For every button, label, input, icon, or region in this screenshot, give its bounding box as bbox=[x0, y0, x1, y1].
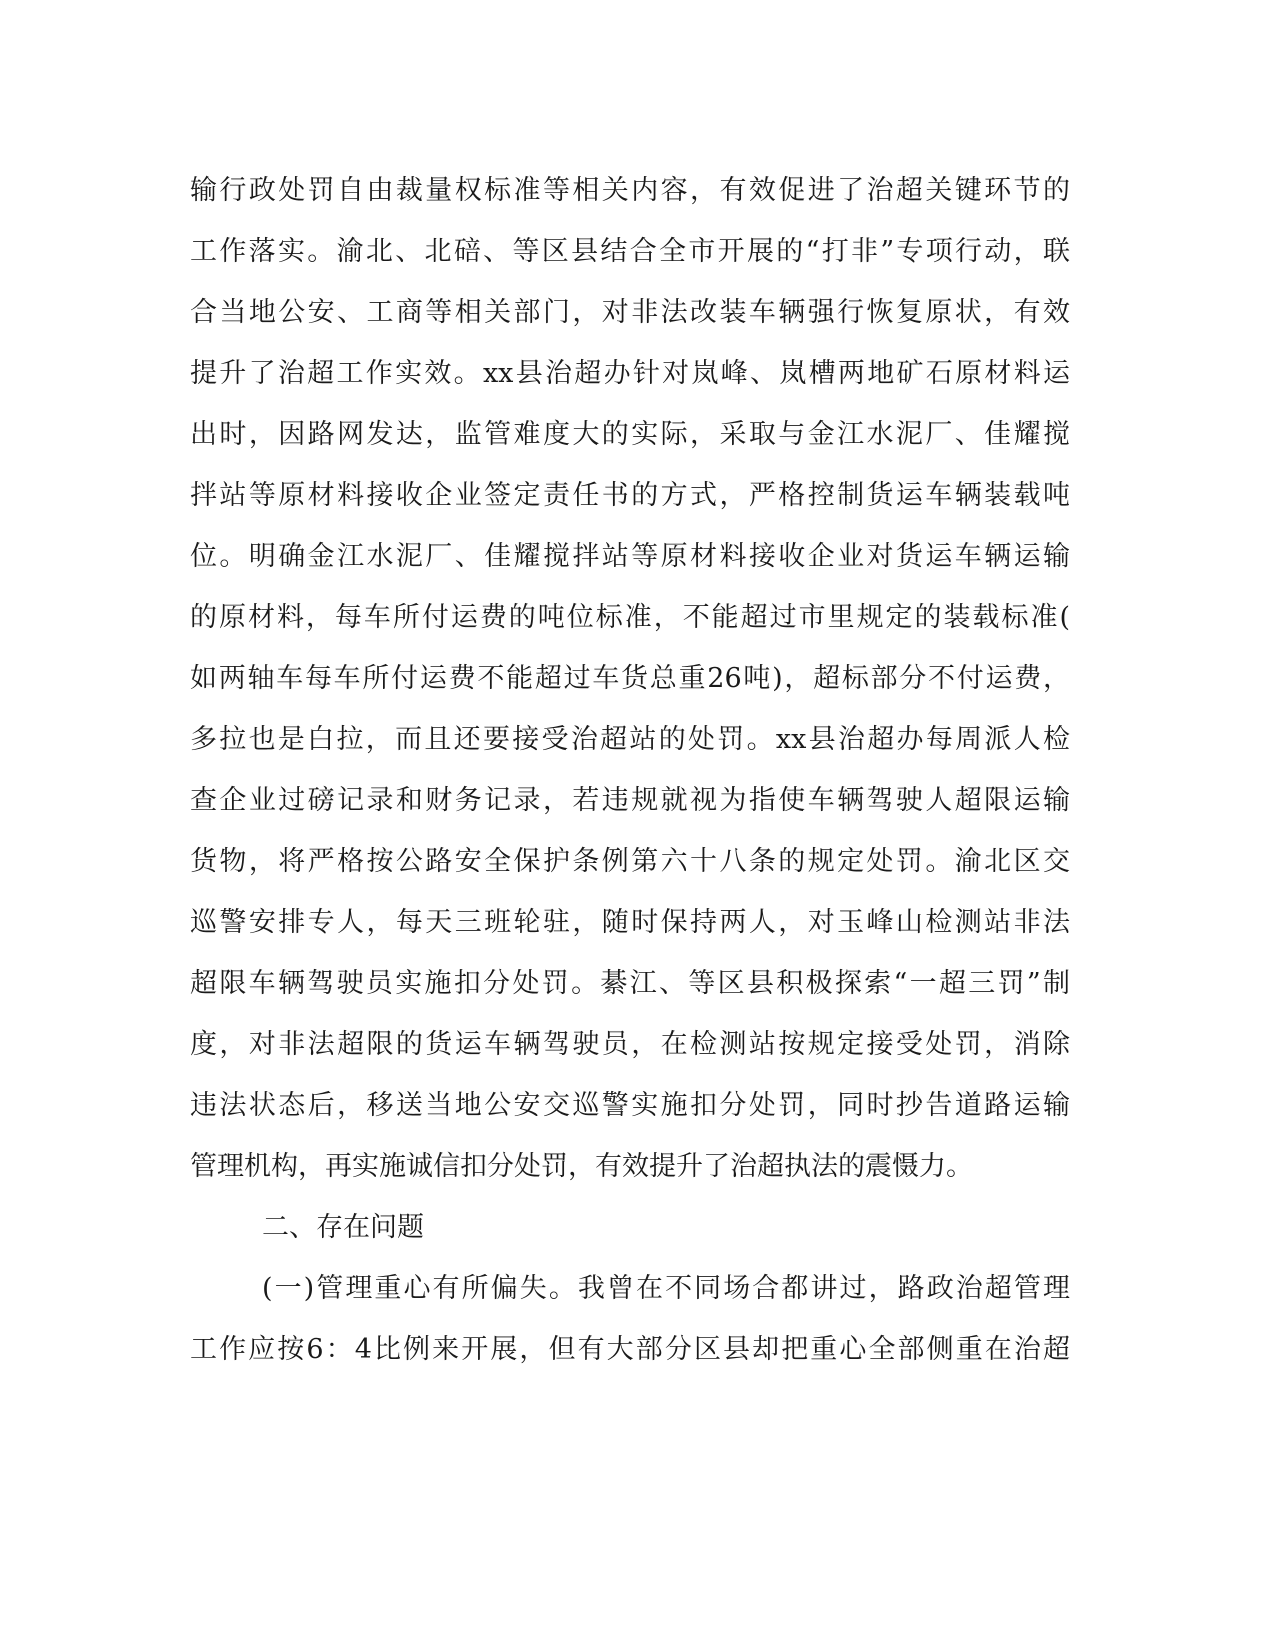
text-line: 违法状态后，移送当地公安交巡警实施扣分处罚，同时抄告道路运输 bbox=[190, 1090, 1070, 1121]
text-line: 如两轴车每车所付运费不能超过车货总重26吨)，超标部分不付运费， bbox=[190, 663, 1070, 694]
text-line: 巡警安排专人，每天三班轮驻，随时保持两人，对玉峰山检测站非法 bbox=[190, 907, 1070, 938]
section-heading: 二、存在问题 bbox=[262, 1212, 424, 1243]
document-body bbox=[190, 160, 1070, 1380]
text-line: 工作落实。渝北、北碚、等区县结合全市开展的“打非”专项行动，联 bbox=[190, 236, 1070, 267]
text-line: 的原材料，每车所付运费的吨位标准，不能超过市里规定的装载标准( bbox=[190, 602, 1070, 633]
paragraph-end-line: 管理机构，再实施诚信扣分处罚，有效提升了治超执法的震慑力。 bbox=[190, 1151, 973, 1182]
text-line: 超限车辆驾驶员实施扣分处罚。綦江、等区县积极探索“一超三罚”制 bbox=[190, 968, 1070, 999]
text-line: 拌站等原材料接收企业签定责任书的方式，严格控制货运车辆装载吨 bbox=[190, 480, 1070, 511]
text-line: 提升了治超工作实效。xx县治超办针对岚峰、岚槽两地矿石原材料运 bbox=[190, 358, 1070, 389]
text-line: 输行政处罚自由裁量权标准等相关内容，有效促进了治超关键环节的 bbox=[190, 175, 1070, 206]
text-line: 工作应按6：4比例来开展，但有大部分区县却把重心全部侧重在治超 bbox=[190, 1334, 1070, 1365]
text-line: 出时，因路网发达，监管难度大的实际，采取与金江水泥厂、佳耀搅 bbox=[190, 419, 1070, 450]
text-line: 位。明确金江水泥厂、佳耀搅拌站等原材料接收企业对货运车辆运输 bbox=[190, 541, 1070, 572]
text-line: 合当地公安、工商等相关部门，对非法改装车辆强行恢复原状，有效 bbox=[190, 297, 1070, 328]
text-line: 多拉也是白拉，而且还要接受治超站的处罚。xx县治超办每周派人检 bbox=[190, 724, 1070, 755]
text-line: 货物，将严格按公路安全保护条例第六十八条的规定处罚。渝北区交 bbox=[190, 846, 1070, 877]
subsection-first-line: (一)管理重心有所偏失。我曾在不同场合都讲过，路政治超管理 bbox=[262, 1273, 1070, 1304]
text-line: 度，对非法超限的货运车辆驾驶员，在检测站按规定接受处罚，消除 bbox=[190, 1029, 1070, 1060]
text-line: 查企业过磅记录和财务记录，若违规就视为指使车辆驾驶人超限运输 bbox=[190, 785, 1070, 816]
